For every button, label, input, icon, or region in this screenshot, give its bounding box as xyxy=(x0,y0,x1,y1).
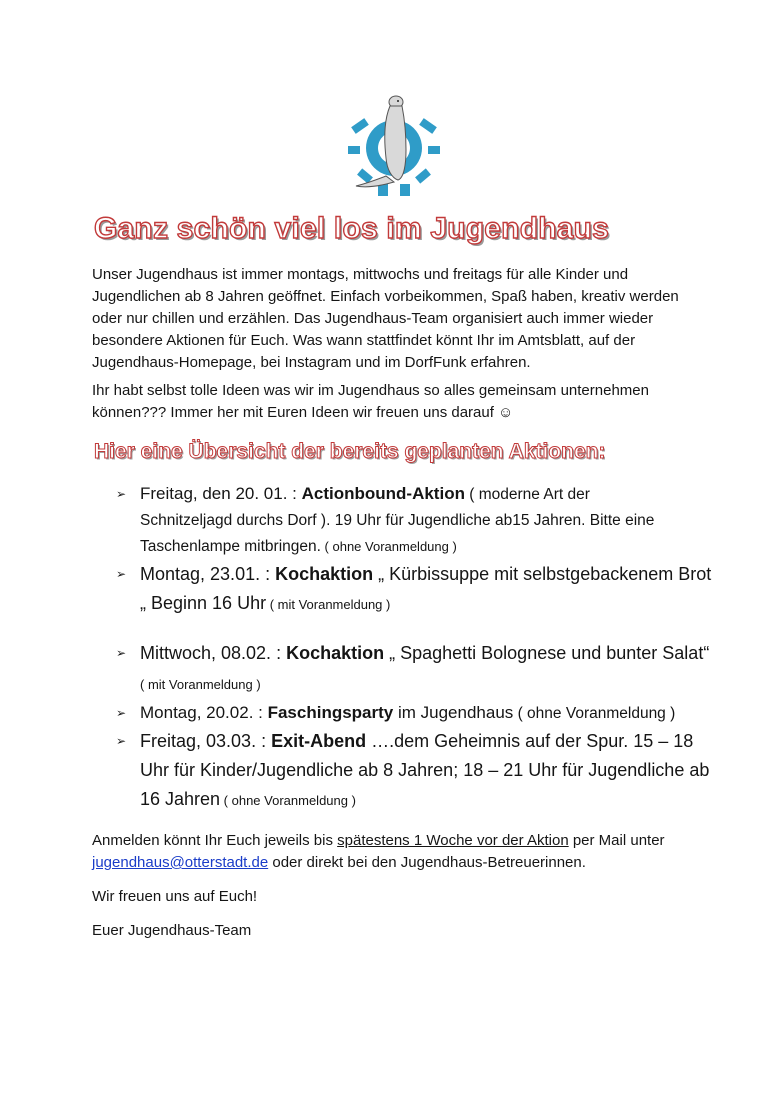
event-date: Montag, 23.01. : xyxy=(140,564,276,584)
bullet-arrow-icon: ➢ xyxy=(116,706,127,720)
event-date: Freitag, den 20. 01. : xyxy=(140,484,302,503)
event-date: Montag, 20.02. : xyxy=(140,703,268,722)
intro-paragraph-1: Unser Jugendhaus ist immer montags, mittwochs und freitags für alle Kinder und Jugendlichen ab 8 Jahren geöffnet. Einfach vorbeikommen, Spaß haben, kreativ werden oder nur chillen und erzählen. Das Jugendhaus-Team organisiert auch immer wieder besondere Aktionen für Euch. Was wann stattfindet könnt Ihr im Amtsblatt, auf der Jugendhaus-Homepage, bei Instagram und im DorfFunk erfahren. xyxy=(92,266,679,371)
event-details: Schnitzeljagd durchs Dorf ). 19 Uhr für Jugendliche ab15 Jahren. Bitte eine Taschenlampe mitbringen. ( ohne Voranmeldung ) xyxy=(140,512,655,555)
event-details: im Jugendhaus xyxy=(393,703,514,722)
list-item xyxy=(112,727,712,815)
event-name: Faschingsparty xyxy=(267,703,394,722)
event-registration: ( ohne Voranmeldung ) xyxy=(320,539,457,554)
event-details: „ Kürbissuppe mit selbstgebackenem Brot „ Beginn 16 Uhr xyxy=(140,564,712,613)
signature: Euer Jugendhaus-Team xyxy=(92,922,252,939)
event-name: Actionbound-Aktion xyxy=(301,484,465,503)
events-list xyxy=(112,480,712,815)
event-registration: ( mit Voranmeldung ) xyxy=(266,597,391,612)
event-registration: ( ohne Voranmeldung ) xyxy=(220,793,356,808)
list-item xyxy=(112,699,712,727)
event-name: Kochaktion xyxy=(286,643,385,663)
list-item xyxy=(112,639,712,699)
events-subheading: Hier eine Übersicht der bereits geplanten Aktionen: xyxy=(94,440,606,463)
closing-line: Wir freuen uns auf Euch! xyxy=(92,888,258,905)
bullet-arrow-icon: ➢ xyxy=(116,646,127,660)
list-item xyxy=(112,560,712,619)
registration-paragraph: Anmelden könnt Ihr Euch jeweils bis spätestens 1 Woche vor der Aktion per Mail unter jugendhaus@otterstadt.de oder direkt bei den Jugendhaus-Betreuerinnen. xyxy=(92,832,665,871)
intro-paragraph-2: Ihr habt selbst tolle Ideen was wir im Jugendhaus so alles gemeinsam unternehmen können??? Immer her mit Euren Ideen wir freuen uns darauf ☺ xyxy=(92,382,649,421)
event-details: „ Spaghetti Bolognese und bunter Salat“ xyxy=(384,643,710,663)
bullet-arrow-icon: ➢ xyxy=(116,734,127,748)
event-date: Freitag, 03.03. : xyxy=(140,731,272,751)
event-registration: ( ohne Voranmeldung ) xyxy=(513,705,676,722)
event-name: Exit-Abend xyxy=(271,731,367,751)
event-details: ….dem Geheimnis auf der Spur. 15 – 18 Uhr für Kinder/Jugendliche ab 8 Jahren; 18 – 21 Uhr für Jugendliche ab 16 Jahren xyxy=(140,731,710,809)
page-title: Ganz schön viel los im Jugendhaus xyxy=(94,212,610,245)
event-date: Mittwoch, 08.02. : xyxy=(140,643,287,663)
email-link[interactable]: jugendhaus@otterstadt.de xyxy=(92,854,269,871)
otter-gear-logo-icon xyxy=(348,92,440,198)
event-note: ( moderne Art der xyxy=(464,486,590,503)
event-name: Kochaktion xyxy=(275,564,374,584)
event-registration: ( mit Voranmeldung ) xyxy=(140,677,261,692)
bullet-arrow-icon: ➢ xyxy=(116,567,127,581)
deadline-text: spätestens 1 Woche vor der Aktion xyxy=(337,832,569,849)
list-item xyxy=(112,480,712,560)
bullet-arrow-icon: ➢ xyxy=(116,487,127,501)
